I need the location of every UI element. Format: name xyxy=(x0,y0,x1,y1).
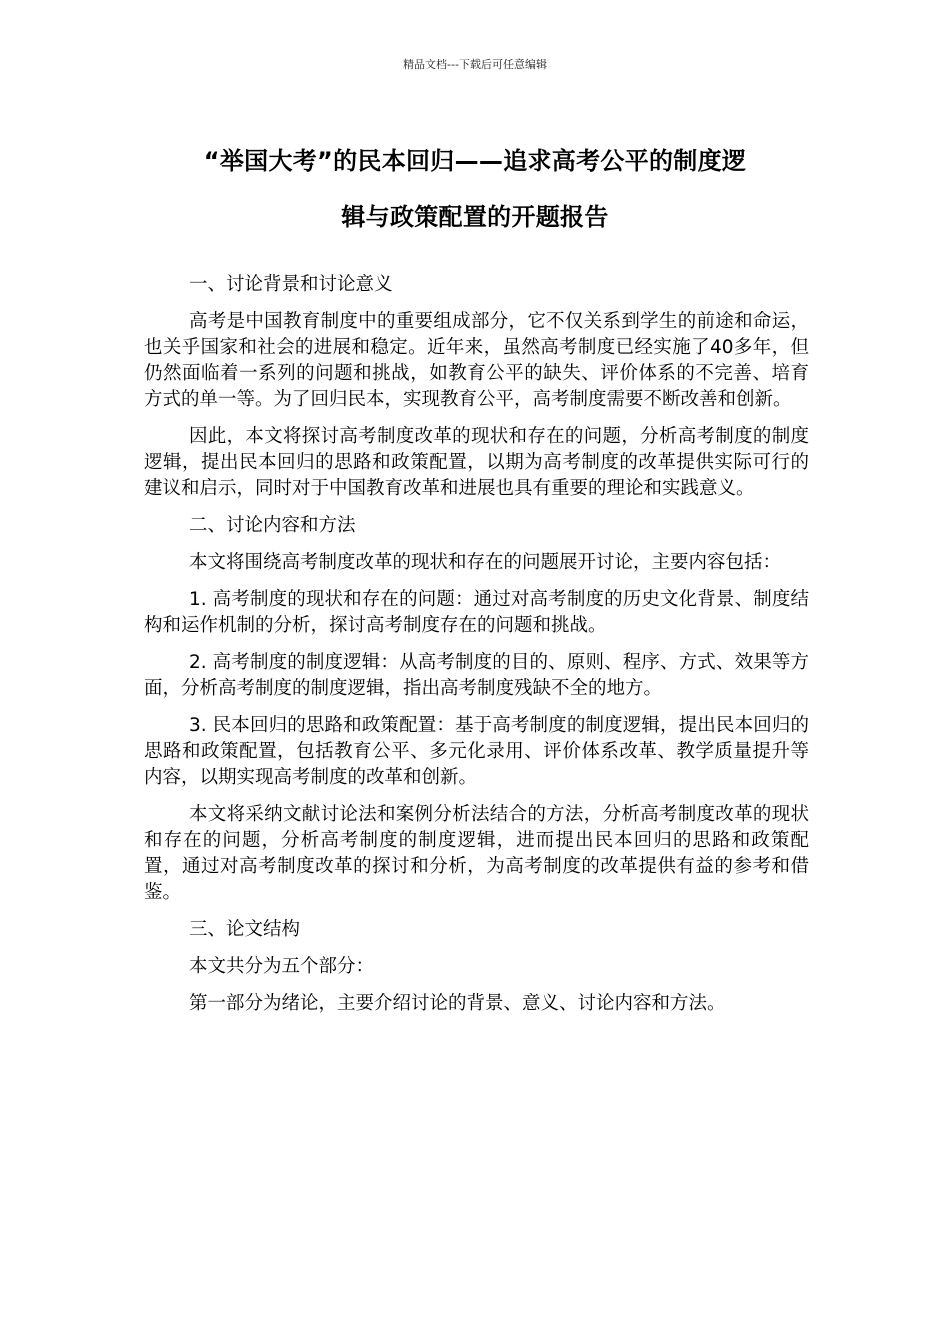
paragraph: 高考是中国教育制度中的重要组成部分，它不仅关系到学生的前途和命运，也关乎国家和社会的进展和稳定。近年来，虽然高考制度已经实施了40多年，但仍然面临着一系列的问题和挑战，如教育公平的缺失、评价体系的不完善、培育方式的单一等。为了回归民本，实现教育公平，高考制度需要不断改善和创新。 xyxy=(144,311,809,410)
title-line-1: “举国大考”的民本回归——追求高考公平的制度逻 xyxy=(203,147,747,175)
paragraph: 本文将采纳文献讨论法和案例分析法结合的方法，分析高考制度改革的现状和存在的问题，分析高考制度的制度逻辑，进而提出民本回归的思路和政策配置，通过对高考制度改革的探讨和分析，为高考制度的改革提供有益的参考和借鉴。 xyxy=(144,804,809,903)
list-item-1: 1. 高考制度的现状和存在的问题：通过对高考制度的历史文化背景、制度结构和运作机制的分析，探讨高考制度存在的问题和挑战。 xyxy=(144,589,809,636)
document-body xyxy=(144,272,809,1028)
paragraph: 第一部分为绪论，主要介绍讨论的背景、意义、讨论内容和方法。 xyxy=(189,993,726,1014)
paragraph: 因此，本文将探讨高考制度改革的现状和存在的问题，分析高考制度的制度逻辑，提出民本回归的思路和政策配置，以期为高考制度的改革提供实际可行的建议和启示，同时对于中国教育改革和进展也具有重要的理论和实践意义。 xyxy=(144,426,809,499)
paragraph: 本文将围绕高考制度改革的现状和存在的问题展开讨论，主要内容包括： xyxy=(189,552,782,573)
paragraph: 本文共分为五个部分： xyxy=(189,956,375,977)
page-header: 精品文档---下载后可任意编辑 xyxy=(403,58,547,71)
document-title xyxy=(130,133,820,245)
section-heading-structure: 三、论文结构 xyxy=(189,919,301,940)
section-heading-background: 一、讨论背景和讨论意义 xyxy=(189,274,393,295)
section-heading-content-method: 二、讨论内容和方法 xyxy=(189,515,356,536)
list-item-2: 2. 高考制度的制度逻辑：从高考制度的目的、原则、程序、方式、效果等方面，分析高考制度的制度逻辑，指出高考制度残缺不全的地方。 xyxy=(144,652,809,699)
title-line-2: 辑与政策配置的开题报告 xyxy=(341,203,609,231)
list-item-3: 3. 民本回归的思路和政策配置：基于高考制度的制度逻辑，提出民本回归的思路和政策配置，包括教育公平、多元化录用、评价体系改革、教学质量提升等内容，以期实现高考制度的改革和创新。 xyxy=(144,715,809,788)
